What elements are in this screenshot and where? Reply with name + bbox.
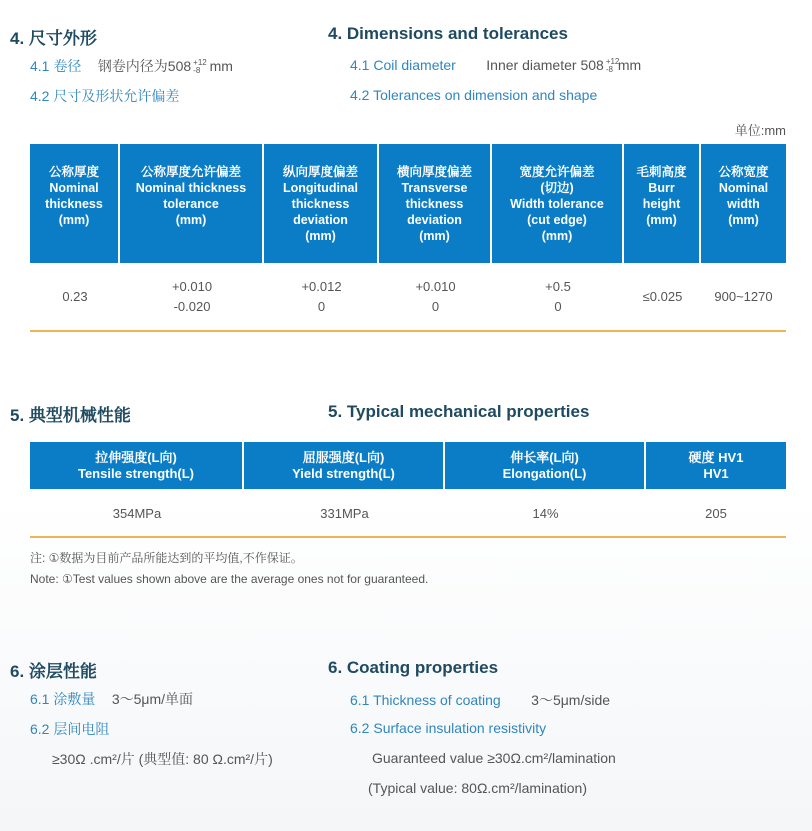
insulation-label-cn: 6.2 层间电阻 [30, 721, 110, 737]
header-elongation: 伸长率(L向) Elongation(L) [445, 442, 644, 489]
section5-title-cn: 5. 典型机械性能 [10, 406, 131, 425]
coil-diameter-en [350, 57, 641, 75]
header-hardness: 硬度 HV1 HV1 [646, 442, 786, 489]
table-row [30, 504, 786, 524]
coil-diameter-cn [30, 56, 233, 76]
table-row [30, 270, 786, 324]
header-width-tolerance: 宽度允许偏差 (切边) Width tolerance (cut edge) (mm) [492, 144, 622, 263]
cell-transverse-deviation: +0.010 0 [415, 279, 456, 314]
coating-thickness-value-cn: 3～5μm/单面 [111, 691, 194, 707]
section6-title-cn: 6. 涂层性能 [10, 662, 97, 681]
cell-width-tolerance: +0.5 0 [545, 279, 571, 314]
note-en: Note: ①Test values shown above are the average ones not for guaranteed. [30, 572, 429, 586]
insulation-typical-en: (Typical value: 80Ω.cm²/lamination) [368, 780, 587, 796]
coil-diameter-label-cn: 4.1 卷径 [30, 58, 82, 74]
table-unit: 单位:mm [734, 123, 786, 138]
header-tensile-strength: 拉伸强度(L向) Tensile strength(L) [30, 442, 242, 489]
header-transverse-deviation: 横向厚度偏差 Transverse thickness deviation (mm) [379, 144, 490, 263]
header-longitudinal-deviation: 纵向厚度偏差 Longitudinal thickness deviation (mm) [264, 144, 377, 263]
cell-hardness: 205 [705, 506, 727, 521]
coil-diameter-value-cn: 钢卷内径为508 [97, 58, 192, 74]
coating-thickness-label-cn: 6.1 涂敷量 [30, 691, 96, 707]
section4-title-cn: 4. 尺寸外形 [10, 29, 97, 48]
unit-mm: mm [617, 57, 642, 73]
coil-diameter-label-en: 4.1 Coil diameter [350, 57, 456, 73]
header-thickness-tolerance: 公称厚度允许偏差 Nominal thickness tolerance (mm) [120, 144, 262, 263]
header-burr-height: 毛刺高度 Burr height (mm) [624, 144, 699, 263]
table-divider [30, 536, 786, 538]
coating-thickness-label-en: 6.1 Thickness of coating [350, 692, 501, 708]
cell-thickness-tolerance: +0.010 -0.020 [171, 279, 213, 314]
coil-diameter-value-en: Inner diameter 508 [486, 57, 604, 73]
cell-longitudinal-deviation: +0.012 0 [301, 279, 342, 314]
table-divider [30, 330, 786, 332]
coating-thickness-en [350, 690, 610, 710]
tolerances-label-cn: 4.2 尺寸及形状允许偏差 [30, 88, 180, 104]
insulation-label-en: 6.2 Surface insulation resistivity [350, 720, 547, 736]
mechanical-table-header [30, 442, 786, 489]
cell-burr-height: ≤0.025 [642, 289, 683, 304]
note-cn: 注: ①数据为目前产品所能达到的平均值,不作保证。 [30, 551, 303, 565]
section6-title-en: 6. Coating properties [328, 658, 499, 677]
section4-title-en: 4. Dimensions and tolerances [328, 24, 568, 43]
cell-nominal-thickness: 0.23 [62, 289, 88, 304]
coating-thickness-value-en: 3～5μm/side [531, 692, 611, 708]
section5-title-en: 5. Typical mechanical properties [328, 402, 590, 421]
cell-yield-strength: 331MPa [320, 506, 369, 521]
header-nominal-thickness: 公称厚度 Nominal thickness (mm) [30, 144, 118, 263]
coating-thickness-cn [30, 689, 193, 709]
tolerance-superscript: +12 -8 [605, 56, 620, 74]
insulation-guaranteed-en: Guaranteed value ≥30Ω.cm²/lamination [372, 750, 616, 766]
tolerance-superscript: +12 -8 [193, 57, 207, 75]
tolerances-label-en: 4.2 Tolerances on dimension and shape [350, 87, 598, 103]
cell-tensile-strength: 354MPa [112, 506, 162, 521]
cell-elongation: 14% [532, 506, 559, 521]
insulation-value-cn: ≥30Ω .cm²/片 (典型值: 80 Ω.cm²/片) [52, 751, 273, 767]
unit-mm: mm [209, 58, 233, 74]
header-nominal-width: 公称宽度 Nominal width (mm) [701, 144, 786, 263]
cell-nominal-width: 900~1270 [714, 289, 773, 304]
header-yield-strength: 屈服强度(L向) Yield strength(L) [244, 442, 443, 489]
dimensions-table-header [30, 144, 786, 263]
